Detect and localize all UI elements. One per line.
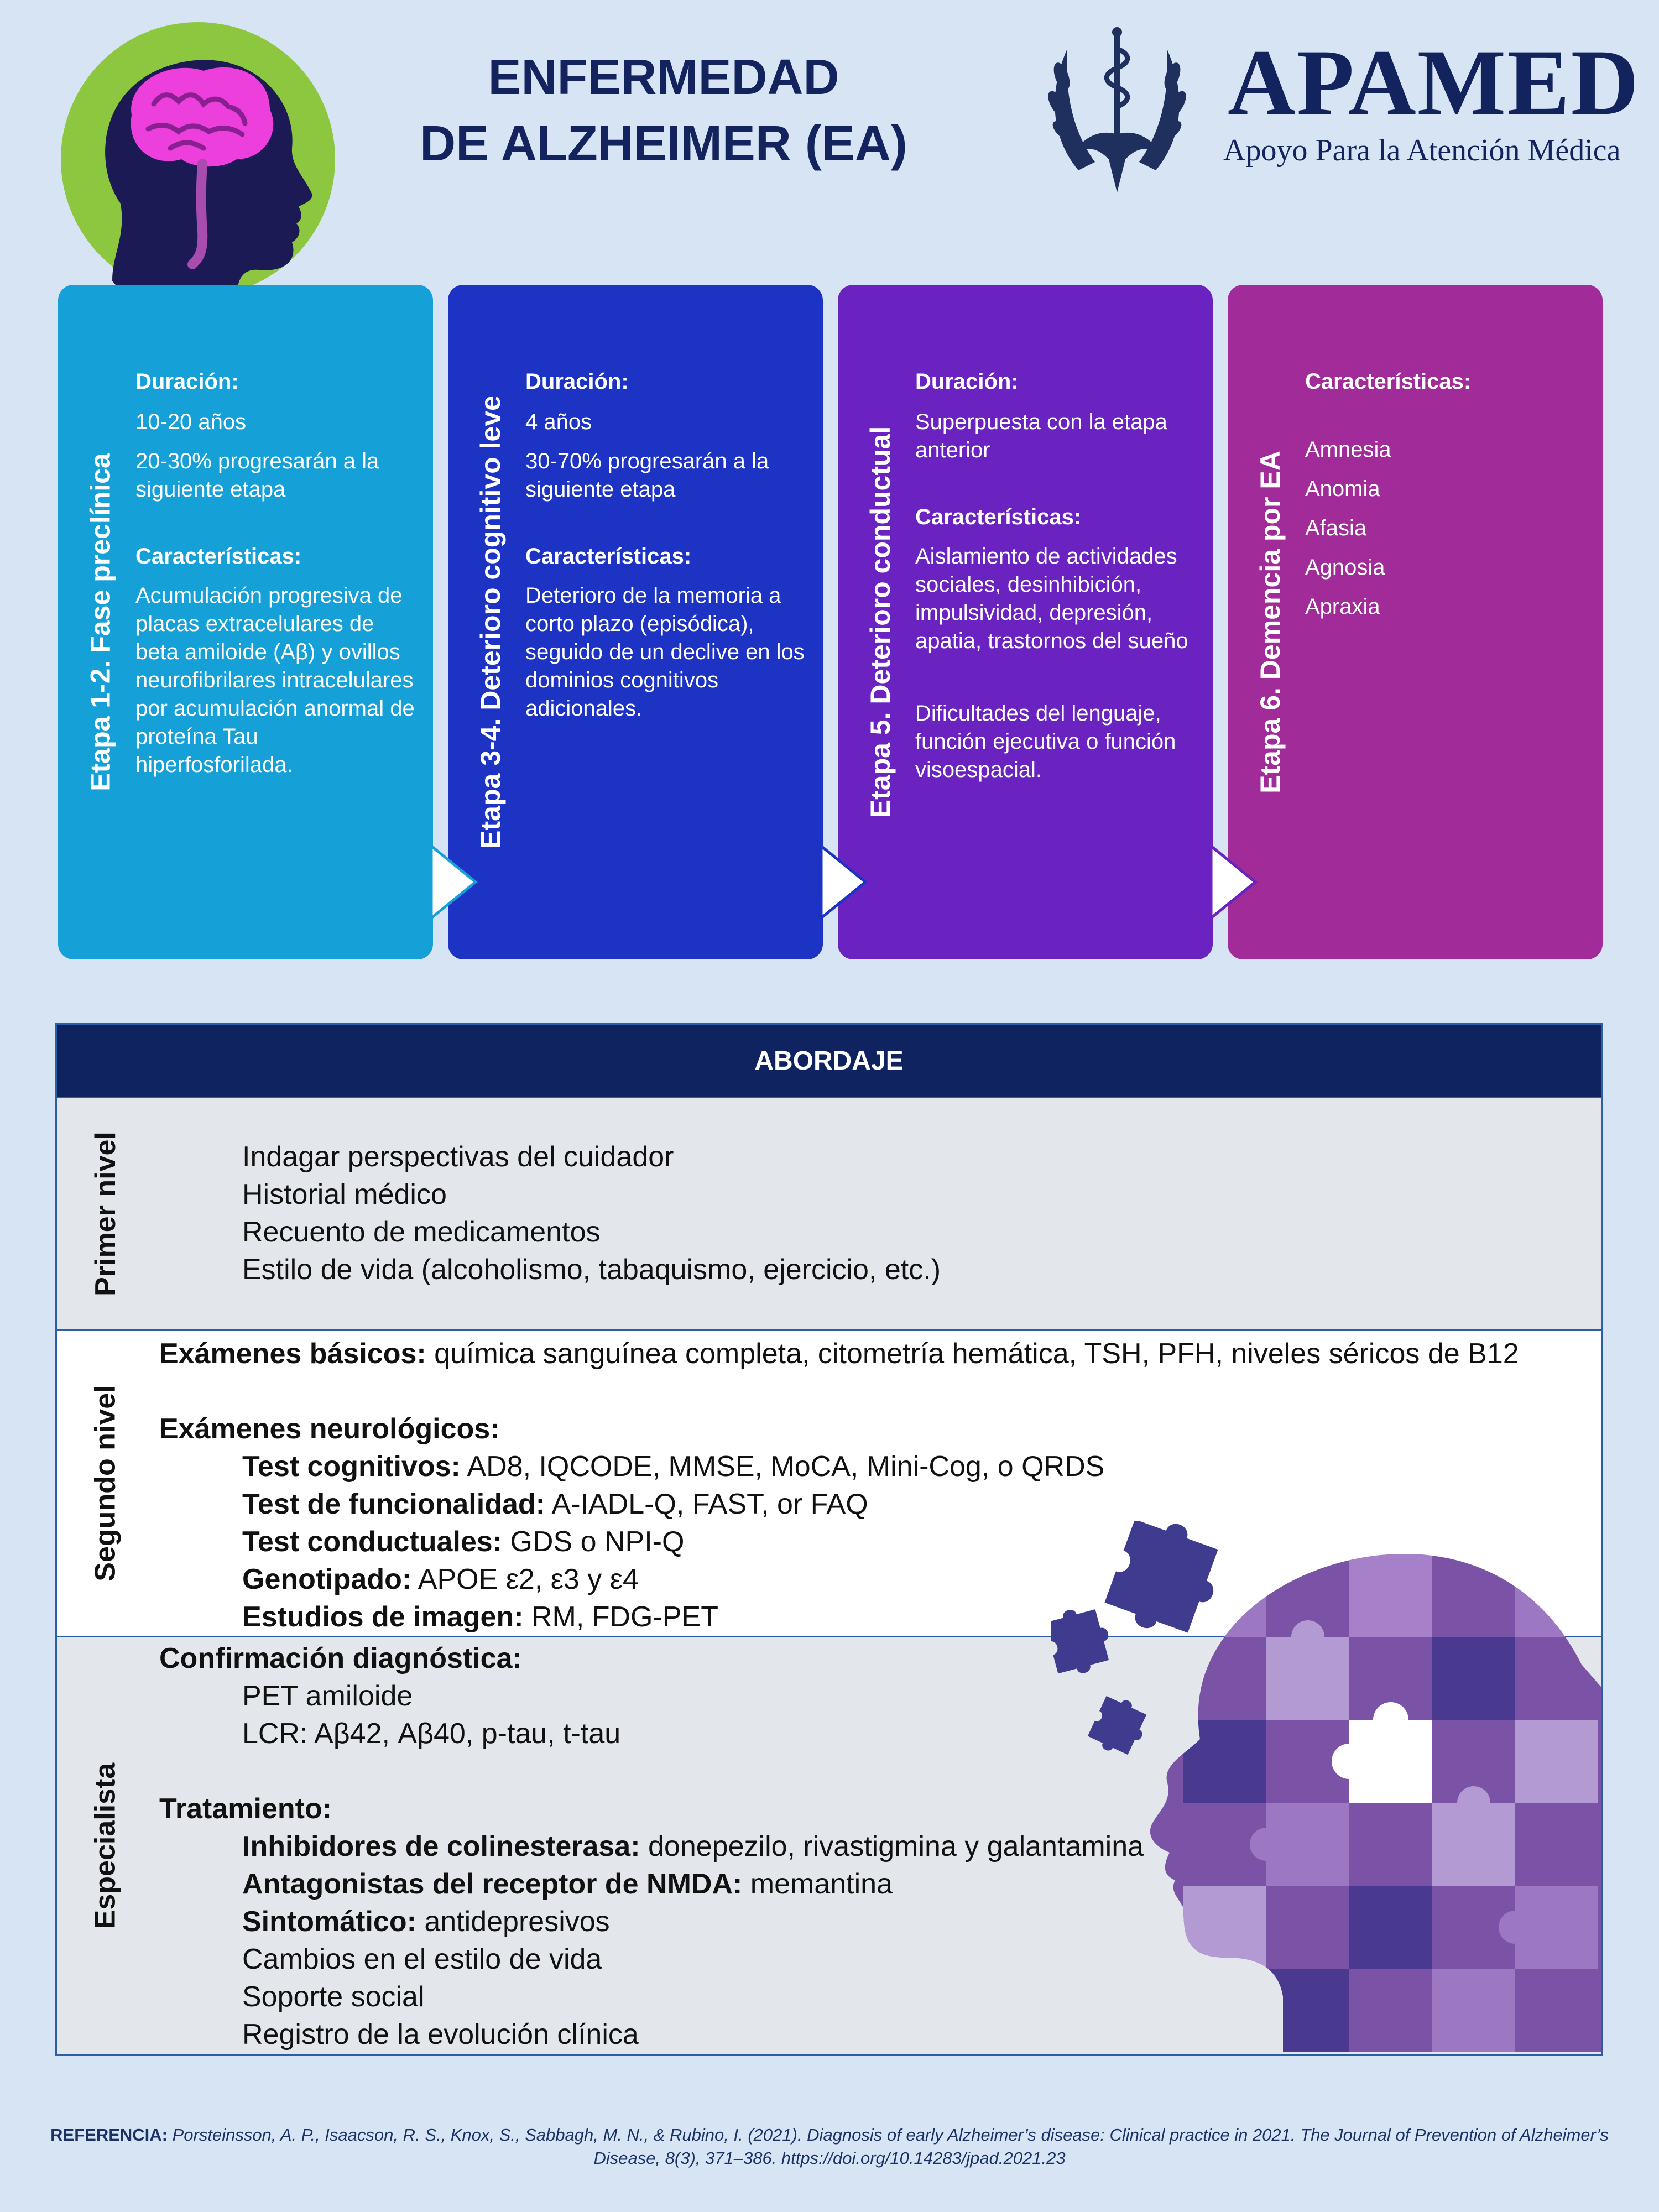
brain-head-logo-icon bbox=[60, 21, 336, 298]
treatment-text: memantina bbox=[742, 1868, 893, 1900]
row-label: Primer nivel bbox=[89, 1131, 122, 1296]
stage-card-3 bbox=[838, 285, 1213, 959]
treatment-label: Antagonistas del receptor de NMDA: bbox=[242, 1868, 743, 1900]
features-heading: Características: bbox=[915, 505, 1082, 529]
reference-label: REFERENCIA: bbox=[50, 2125, 168, 2145]
list-item: Historial médico bbox=[242, 1178, 447, 1211]
stage-label: Etapa 1-2. Fase preclínica bbox=[85, 453, 116, 791]
treatment-line bbox=[159, 1828, 1144, 1865]
title-line-2: DE ALZHEIMER (EA) bbox=[420, 116, 907, 171]
list-item: Estilo de vida (alcoholismo, tabaquismo, ejercicio, etc.) bbox=[242, 1254, 941, 1286]
features-text: Deterioro de la memoria a corto plazo (episódica), seguido de un declive en los dominios cognitivos adicionales. bbox=[525, 583, 805, 721]
basicos-text: química sanguínea completa, citometría hemática, TSH, PFH, niveles séricos de B12 bbox=[426, 1338, 1519, 1370]
list-item: Cambios en el estilo de vida bbox=[242, 1943, 602, 1975]
org-tagline: Apoyo Para la Atención Médica bbox=[1223, 133, 1621, 168]
duration-heading: Duración: bbox=[915, 369, 1019, 394]
org-name: APAMED bbox=[1228, 30, 1640, 134]
test-text: A-IADL-Q, FAST, or FAQ bbox=[545, 1488, 868, 1520]
test-text: RM, FDG-PET bbox=[523, 1601, 718, 1633]
stage-label: Etapa 3-4. Deterioro cognitivo leve bbox=[475, 395, 506, 849]
neuro-label: Exámenes neurológicos: bbox=[159, 1413, 500, 1445]
confirm-label: Confirmación diagnóstica: bbox=[159, 1642, 522, 1674]
stage-label: Etapa 6. Demencia por EA bbox=[1255, 451, 1286, 794]
puzzle-head-illustration-icon bbox=[1051, 1521, 1601, 2052]
test-label: Genotipado: bbox=[242, 1563, 412, 1595]
features-heading: Características: bbox=[1305, 369, 1472, 394]
test-label: Estudios de imagen: bbox=[242, 1601, 524, 1633]
features-list-item: Afasia bbox=[1305, 516, 1367, 540]
test-label: Test conductuales: bbox=[242, 1526, 503, 1558]
test-label: Test cognitivos: bbox=[242, 1451, 461, 1483]
test-text: AD8, IQCODE, MMSE, MoCA, Mini-Cog, o QRDS bbox=[460, 1451, 1105, 1483]
treatment-label: Inhibidores de colinesterasa: bbox=[242, 1830, 640, 1863]
tratamiento-label: Tratamiento: bbox=[159, 1793, 332, 1825]
treatment-text: donepezilo, rivastigmina y galantamina bbox=[640, 1830, 1144, 1863]
page-title bbox=[359, 44, 968, 177]
laurel-eagle-emblem-icon bbox=[1045, 27, 1189, 192]
features-text: Aislamiento de actividades sociales, desinhibición, impulsividad, depresión, apatia, trastornos del sueño bbox=[915, 544, 1188, 653]
features-text: Acumulación progresiva de placas extracelulares de beta amiloide (Aβ) y ovillos neurofibrilares intracelulares por acumulación anormal de proteína Tau hiperfosforilada. bbox=[135, 583, 415, 777]
title-line-1: ENFERMEDAD bbox=[488, 50, 839, 105]
duration-heading: Duración: bbox=[135, 369, 239, 394]
chevron-right-icon bbox=[1203, 841, 1264, 924]
list-item: Recuento de medicamentos bbox=[242, 1216, 601, 1248]
reference-text: Porsteinsson, A. P., Isaacson, R. S., Knox, S., Sabbagh, M. N., & Rubino, I. (2021). Diagnosis of early Alzheimer’s disease: Clinical practice in 2021. The Journal of Prevention of Alzheimer’s Disease, 8(3), 371–386. https://doi.org/10.14283/jpad.2021.23 bbox=[167, 2125, 1609, 2168]
test-line bbox=[159, 1485, 1519, 1523]
basicos-label: Exámenes básicos: bbox=[159, 1338, 426, 1370]
features-list-item: Anomia bbox=[1305, 477, 1380, 501]
features-extra-text: Dificultades del lenguaje, función ejecutiva o función visoespacial. bbox=[915, 701, 1176, 782]
features-heading: Características: bbox=[135, 544, 302, 568]
stage-card-4 bbox=[1228, 285, 1603, 959]
row-label: Segundo nivel bbox=[89, 1385, 122, 1582]
row-primer-nivel bbox=[57, 1097, 1601, 1329]
features-list-item: Agnosia bbox=[1305, 555, 1385, 580]
features-heading: Características: bbox=[525, 544, 692, 568]
stage-card-2 bbox=[448, 285, 823, 959]
test-text: APOE ε2, ε3 y ε4 bbox=[411, 1563, 639, 1595]
list-item: Registro de la evolución clínica bbox=[242, 2018, 639, 2051]
reference-note bbox=[33, 2124, 1626, 2170]
list-item: Indagar perspectivas del cuidador bbox=[242, 1141, 674, 1173]
duration-heading: Duración: bbox=[525, 369, 629, 394]
row-label: Especialista bbox=[89, 1762, 122, 1929]
duration-value: 10-20 años bbox=[135, 410, 247, 434]
basicos-line bbox=[159, 1335, 1519, 1373]
features-list-item: Amnesia bbox=[1305, 437, 1391, 462]
treatment-line bbox=[159, 1865, 1144, 1903]
duration-value: Superpuesta con la etapa anterior bbox=[915, 410, 1167, 462]
treatment-line bbox=[159, 1903, 1144, 1940]
features-list-item: Apraxia bbox=[1305, 594, 1380, 619]
duration-value: 4 años bbox=[525, 410, 592, 434]
test-text: GDS o NPI-Q bbox=[502, 1526, 685, 1558]
progression-text: 20-30% progresarán a la siguiente etapa bbox=[135, 449, 379, 502]
chevron-right-icon bbox=[813, 841, 874, 924]
stage-label: Etapa 5. Deterioro conductual bbox=[865, 426, 896, 818]
list-item: PET amiloide bbox=[242, 1680, 413, 1712]
table-header: ABORDAJE bbox=[57, 1025, 1601, 1097]
treatment-text: antidepresivos bbox=[416, 1906, 610, 1938]
stage-card-1 bbox=[58, 285, 433, 959]
progression-text: 30-70% progresarán a la siguiente etapa bbox=[525, 449, 769, 502]
test-label: Test de funcionalidad: bbox=[242, 1488, 545, 1520]
list-item: LCR: Aβ42, Aβ40, p-tau, t-tau bbox=[242, 1718, 621, 1750]
list-item: Soporte social bbox=[242, 1981, 425, 2013]
test-line bbox=[159, 1448, 1519, 1485]
chevron-right-icon bbox=[423, 841, 484, 924]
treatment-label: Sintomático: bbox=[242, 1906, 416, 1938]
